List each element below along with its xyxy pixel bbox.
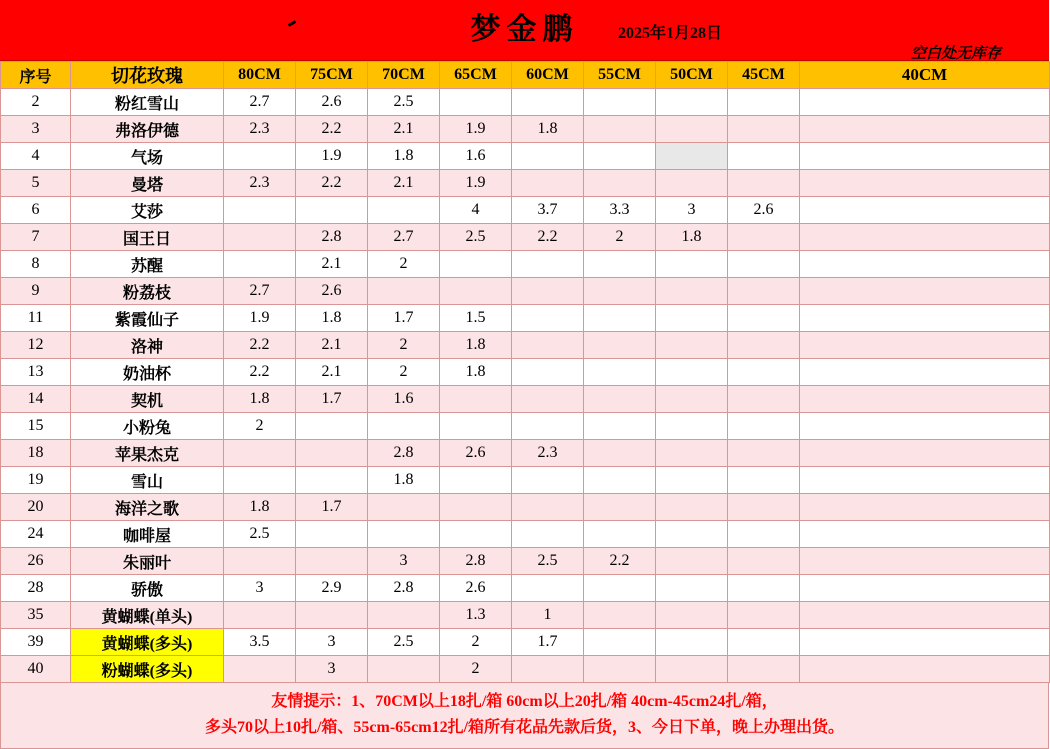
row-index: 26 — [1, 548, 71, 575]
price-cell — [512, 413, 584, 440]
price-cell — [728, 305, 800, 332]
table-row — [1, 278, 1050, 305]
price-cell — [800, 143, 1050, 170]
table-row — [1, 89, 1050, 116]
price-cell — [800, 467, 1050, 494]
price-cell — [296, 467, 368, 494]
price-cell — [224, 656, 296, 683]
price-cell — [224, 251, 296, 278]
price-cell: 2.5 — [512, 548, 584, 575]
row-variety-name: 苏醒 — [71, 251, 224, 278]
price-cell — [512, 494, 584, 521]
price-cell — [584, 251, 656, 278]
price-cell — [656, 359, 728, 386]
price-cell — [728, 143, 800, 170]
header-55cm: 55CM — [584, 62, 656, 89]
price-cell: 3 — [656, 197, 728, 224]
price-cell — [728, 440, 800, 467]
price-cell: 2 — [368, 359, 440, 386]
price-cell: 2.6 — [440, 440, 512, 467]
price-cell — [728, 629, 800, 656]
price-cell — [656, 278, 728, 305]
price-cell — [800, 251, 1050, 278]
price-cell: 2.2 — [224, 359, 296, 386]
table-row — [1, 656, 1050, 683]
price-cell — [728, 359, 800, 386]
price-cell — [368, 494, 440, 521]
price-cell — [584, 359, 656, 386]
price-cell: 2.1 — [296, 251, 368, 278]
price-cell — [224, 197, 296, 224]
footer-line-2: 多头70以上10扎/箱、55cm-65cm12扎/箱所有花品先款后货，3、今日下单，晚上办理出货。 — [204, 718, 845, 736]
price-cell — [656, 575, 728, 602]
banner-note: 空白处无库存 — [910, 46, 1001, 62]
price-cell: 2.1 — [368, 116, 440, 143]
price-cell — [656, 386, 728, 413]
row-index: 8 — [1, 251, 71, 278]
price-cell — [512, 359, 584, 386]
row-variety-name: 奶油杯 — [71, 359, 224, 386]
price-cell: 1.5 — [440, 305, 512, 332]
price-cell — [656, 440, 728, 467]
price-cell — [440, 494, 512, 521]
row-index: 24 — [1, 521, 71, 548]
price-cell — [656, 413, 728, 440]
price-cell — [584, 656, 656, 683]
row-index: 20 — [1, 494, 71, 521]
footer-notice — [0, 683, 1049, 749]
price-cell — [800, 116, 1050, 143]
price-cell — [800, 629, 1050, 656]
row-index: 18 — [1, 440, 71, 467]
price-cell — [728, 521, 800, 548]
price-cell: 1.9 — [224, 305, 296, 332]
row-index: 39 — [1, 629, 71, 656]
row-index: 15 — [1, 413, 71, 440]
price-cell — [440, 467, 512, 494]
price-cell — [440, 278, 512, 305]
price-cell — [656, 332, 728, 359]
table-row — [1, 197, 1050, 224]
row-variety-name: 粉蝴蝶(多头) — [71, 656, 224, 683]
price-cell — [728, 413, 800, 440]
table-row — [1, 521, 1050, 548]
price-cell — [728, 116, 800, 143]
price-cell — [728, 332, 800, 359]
price-cell — [512, 521, 584, 548]
row-index: 19 — [1, 467, 71, 494]
price-cell — [296, 521, 368, 548]
header-50cm: 50CM — [656, 62, 728, 89]
price-cell: 3 — [296, 656, 368, 683]
price-cell: 2.2 — [296, 116, 368, 143]
table-row — [1, 170, 1050, 197]
price-cell: 1.7 — [512, 629, 584, 656]
price-cell — [656, 305, 728, 332]
price-cell: 1.8 — [296, 305, 368, 332]
row-variety-name: 雪山 — [71, 467, 224, 494]
price-cell: 2.8 — [440, 548, 512, 575]
price-cell: 1.8 — [440, 332, 512, 359]
row-index: 7 — [1, 224, 71, 251]
row-variety-name: 朱丽叶 — [71, 548, 224, 575]
table-body — [1, 89, 1050, 683]
price-cell — [584, 467, 656, 494]
price-cell: 2 — [224, 413, 296, 440]
price-cell — [368, 278, 440, 305]
price-cell: 1.8 — [368, 467, 440, 494]
price-cell — [800, 305, 1050, 332]
price-cell — [584, 521, 656, 548]
price-cell — [656, 521, 728, 548]
row-variety-name: 粉红雪山 — [71, 89, 224, 116]
price-cell — [728, 575, 800, 602]
price-cell: 3.7 — [512, 197, 584, 224]
price-cell — [512, 305, 584, 332]
row-index: 14 — [1, 386, 71, 413]
price-cell: 2.1 — [368, 170, 440, 197]
row-index: 35 — [1, 602, 71, 629]
row-variety-name: 咖啡屋 — [71, 521, 224, 548]
price-cell — [728, 656, 800, 683]
price-cell — [512, 386, 584, 413]
price-cell — [800, 521, 1050, 548]
price-cell — [368, 197, 440, 224]
price-cell: 1.7 — [368, 305, 440, 332]
table-row — [1, 251, 1050, 278]
price-cell — [584, 143, 656, 170]
row-variety-name: 洛神 — [71, 332, 224, 359]
price-cell — [440, 386, 512, 413]
price-cell — [584, 602, 656, 629]
price-cell: 2.7 — [224, 89, 296, 116]
row-variety-name: 骄傲 — [71, 575, 224, 602]
price-cell — [368, 413, 440, 440]
table-row — [1, 143, 1050, 170]
price-cell — [584, 629, 656, 656]
row-index: 11 — [1, 305, 71, 332]
price-cell: 2.8 — [368, 575, 440, 602]
row-variety-name: 国王日 — [71, 224, 224, 251]
row-index: 12 — [1, 332, 71, 359]
table-row — [1, 602, 1050, 629]
price-cell: 1 — [512, 602, 584, 629]
row-index: 6 — [1, 197, 71, 224]
price-cell — [728, 602, 800, 629]
table-row — [1, 440, 1050, 467]
price-cell — [728, 170, 800, 197]
header-40cm: 40CM — [800, 62, 1050, 89]
price-cell: 2.5 — [368, 629, 440, 656]
price-cell: 1.8 — [368, 143, 440, 170]
price-cell: 2 — [368, 251, 440, 278]
price-cell — [728, 494, 800, 521]
price-cell: 3 — [296, 629, 368, 656]
price-cell: 1.8 — [224, 386, 296, 413]
row-variety-name: 黄蝴蝶(单头) — [71, 602, 224, 629]
price-cell — [656, 467, 728, 494]
price-cell: 2.5 — [368, 89, 440, 116]
row-variety-name: 契机 — [71, 386, 224, 413]
price-cell — [656, 548, 728, 575]
price-cell — [512, 332, 584, 359]
price-cell — [440, 521, 512, 548]
price-cell — [800, 359, 1050, 386]
price-cell: 3 — [368, 548, 440, 575]
price-cell — [440, 413, 512, 440]
price-cell: 2.3 — [224, 116, 296, 143]
row-variety-name: 紫霞仙子 — [71, 305, 224, 332]
price-cell — [224, 143, 296, 170]
price-cell — [800, 575, 1050, 602]
row-variety-name: 黄蝴蝶(多头) — [71, 629, 224, 656]
price-cell: 1.8 — [512, 116, 584, 143]
price-cell — [656, 494, 728, 521]
price-cell: 2.3 — [224, 170, 296, 197]
price-cell — [656, 656, 728, 683]
price-cell — [800, 602, 1050, 629]
header-70cm: 70CM — [368, 62, 440, 89]
price-cell: 1.8 — [440, 359, 512, 386]
price-cell — [656, 116, 728, 143]
price-cell: 2.6 — [440, 575, 512, 602]
row-index: 5 — [1, 170, 71, 197]
row-variety-name: 海洋之歌 — [71, 494, 224, 521]
price-cell — [728, 548, 800, 575]
price-cell — [584, 494, 656, 521]
price-cell: 2 — [440, 656, 512, 683]
price-cell: 1.9 — [440, 170, 512, 197]
price-cell — [656, 143, 728, 170]
price-cell — [656, 89, 728, 116]
table-row — [1, 386, 1050, 413]
price-cell: 4 — [440, 197, 512, 224]
table-row — [1, 467, 1050, 494]
price-cell: 1.7 — [296, 386, 368, 413]
price-cell: 2.2 — [512, 224, 584, 251]
price-cell — [512, 89, 584, 116]
price-cell — [584, 305, 656, 332]
price-cell — [296, 548, 368, 575]
price-cell: 1.7 — [296, 494, 368, 521]
price-cell — [512, 575, 584, 602]
table-row — [1, 359, 1050, 386]
table-row — [1, 305, 1050, 332]
price-cell — [656, 170, 728, 197]
price-cell — [584, 332, 656, 359]
price-cell — [224, 440, 296, 467]
table-header — [1, 62, 1050, 89]
page-title: 梦金鹏 — [470, 13, 579, 46]
price-cell: 2.2 — [224, 332, 296, 359]
row-variety-name: 曼塔 — [71, 170, 224, 197]
price-table — [0, 61, 1050, 683]
price-cell — [584, 386, 656, 413]
price-cell: 1.8 — [224, 494, 296, 521]
price-cell — [800, 197, 1050, 224]
price-cell — [224, 548, 296, 575]
price-cell — [800, 440, 1050, 467]
header-75cm: 75CM — [296, 62, 368, 89]
price-cell: 2.2 — [584, 548, 656, 575]
price-cell: 2.9 — [296, 575, 368, 602]
header-index: 序号 — [1, 62, 71, 89]
price-cell — [800, 386, 1050, 413]
price-cell — [728, 251, 800, 278]
price-cell — [296, 413, 368, 440]
price-cell: 1.3 — [440, 602, 512, 629]
header-80cm: 80CM — [224, 62, 296, 89]
price-cell — [512, 143, 584, 170]
table-row — [1, 548, 1050, 575]
price-cell — [728, 89, 800, 116]
table-row — [1, 629, 1050, 656]
price-cell: 2.3 — [512, 440, 584, 467]
price-cell — [728, 386, 800, 413]
price-cell: 2.5 — [224, 521, 296, 548]
price-cell — [728, 224, 800, 251]
price-cell: 2.7 — [368, 224, 440, 251]
row-index: 9 — [1, 278, 71, 305]
row-index: 13 — [1, 359, 71, 386]
price-cell — [800, 656, 1050, 683]
price-cell — [584, 575, 656, 602]
row-variety-name: 艾莎 — [71, 197, 224, 224]
price-cell — [656, 602, 728, 629]
price-cell: 2.1 — [296, 332, 368, 359]
price-cell: 2.6 — [728, 197, 800, 224]
price-cell — [296, 602, 368, 629]
row-index: 28 — [1, 575, 71, 602]
price-cell — [224, 602, 296, 629]
row-index: 3 — [1, 116, 71, 143]
row-index: 4 — [1, 143, 71, 170]
price-cell — [512, 251, 584, 278]
table-row — [1, 332, 1050, 359]
price-cell: 2.8 — [296, 224, 368, 251]
price-cell — [512, 170, 584, 197]
price-cell — [512, 656, 584, 683]
price-cell — [800, 494, 1050, 521]
price-cell — [800, 170, 1050, 197]
price-cell — [800, 89, 1050, 116]
price-cell — [224, 467, 296, 494]
price-cell: 1.9 — [440, 116, 512, 143]
price-cell: 2.6 — [296, 89, 368, 116]
price-cell: 1.8 — [656, 224, 728, 251]
table-row — [1, 224, 1050, 251]
price-cell — [296, 440, 368, 467]
header-45cm: 45CM — [728, 62, 800, 89]
row-variety-name: 粉荔枝 — [71, 278, 224, 305]
price-cell — [368, 656, 440, 683]
table-row — [1, 575, 1050, 602]
price-cell — [800, 413, 1050, 440]
price-cell — [800, 548, 1050, 575]
price-cell — [224, 224, 296, 251]
price-cell — [656, 251, 728, 278]
header-65cm: 65CM — [440, 62, 512, 89]
price-cell: 2 — [584, 224, 656, 251]
price-cell — [584, 440, 656, 467]
price-cell — [656, 629, 728, 656]
price-cell — [728, 278, 800, 305]
price-cell: 3.5 — [224, 629, 296, 656]
row-index: 2 — [1, 89, 71, 116]
price-cell — [584, 116, 656, 143]
price-cell — [296, 197, 368, 224]
table-row — [1, 494, 1050, 521]
price-cell: 2.1 — [296, 359, 368, 386]
price-cell — [800, 224, 1050, 251]
price-cell: 1.9 — [296, 143, 368, 170]
price-cell — [728, 467, 800, 494]
table-row — [1, 116, 1050, 143]
price-cell — [440, 251, 512, 278]
price-cell: 3.3 — [584, 197, 656, 224]
header-banner — [0, 0, 1049, 61]
price-cell — [440, 89, 512, 116]
price-cell: 2.5 — [440, 224, 512, 251]
price-cell — [584, 278, 656, 305]
row-index: 40 — [1, 656, 71, 683]
header-60cm: 60CM — [512, 62, 584, 89]
row-variety-name: 小粉兔 — [71, 413, 224, 440]
row-variety-name: 苹果杰克 — [71, 440, 224, 467]
header-variety: 切花玫瑰 — [71, 62, 224, 89]
price-cell: 1.6 — [368, 386, 440, 413]
header-row — [1, 62, 1050, 89]
price-cell: 3 — [224, 575, 296, 602]
price-cell: 2.8 — [368, 440, 440, 467]
price-cell: 1.6 — [440, 143, 512, 170]
banner-date: 2025年1月28日 — [618, 25, 723, 42]
price-cell — [368, 521, 440, 548]
price-cell — [512, 467, 584, 494]
price-cell: 2.6 — [296, 278, 368, 305]
price-cell — [800, 278, 1050, 305]
price-cell: 2 — [440, 629, 512, 656]
price-cell — [584, 170, 656, 197]
table-row — [1, 413, 1050, 440]
price-cell: 2 — [368, 332, 440, 359]
price-cell — [584, 413, 656, 440]
price-cell: 2.7 — [224, 278, 296, 305]
price-cell — [368, 602, 440, 629]
footer-line-1: 友情提示：1、70CM以上18扎/箱 60cm以上20扎/箱 40cm-45cm24扎/箱， — [271, 693, 778, 710]
price-cell — [584, 89, 656, 116]
price-cell — [512, 278, 584, 305]
price-cell: 2.2 — [296, 170, 368, 197]
row-variety-name: 弗洛伊德 — [71, 116, 224, 143]
price-cell — [800, 332, 1050, 359]
row-variety-name: 气场 — [71, 143, 224, 170]
